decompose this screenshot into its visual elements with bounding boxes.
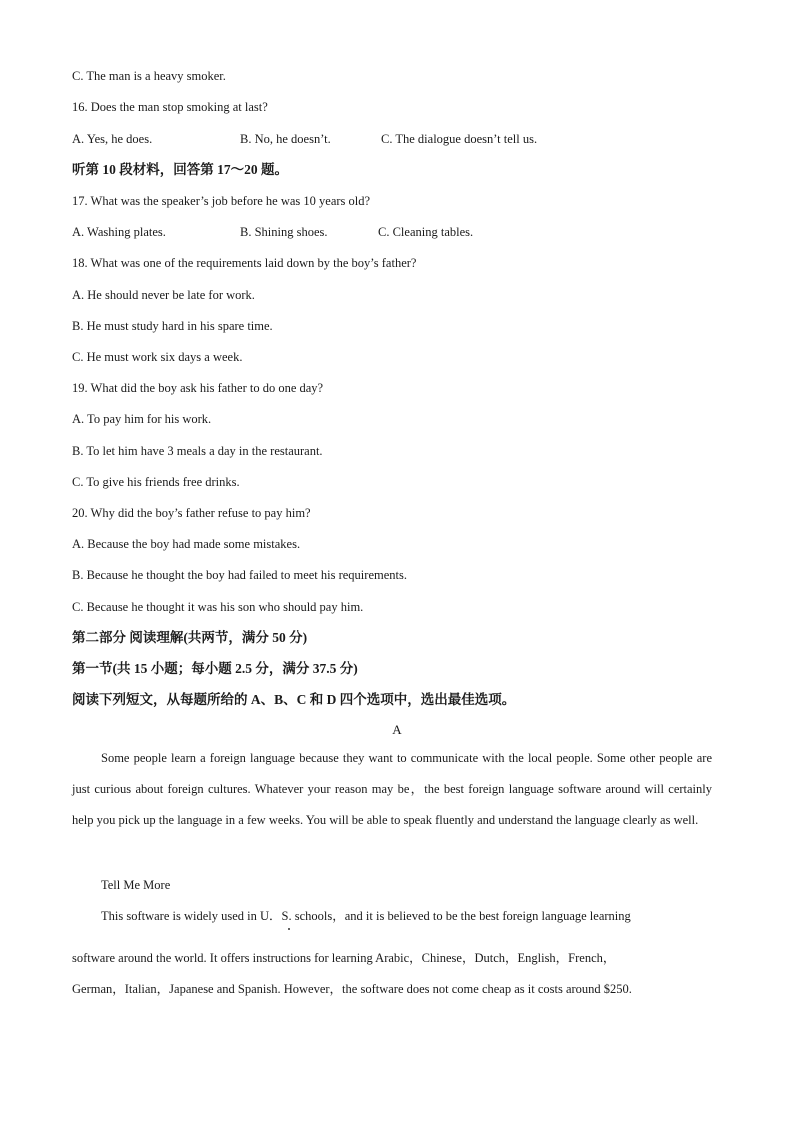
question-16: 16. Does the man stop smoking at last? [72,100,268,114]
q17-option-c: C. Cleaning tables. [378,225,474,239]
passage-paragraph-2-line-3: German，Italian，Japanese and Spanish. However，the software does not come cheap as it costs around $250. [72,982,632,996]
q18-option-b: B. He must study hard in his spare time. [72,319,273,333]
q16-option-a: A. Yes, he does. [72,132,153,146]
q20-option-b: B. Because he thought the boy had failed to meet his requirements. [72,568,407,582]
q16-option-b: B. No, he doesn’t. [240,132,331,146]
question-20: 20. Why did the boy’s father refuse to pay him? [72,506,311,520]
passage-paragraph-2-line-1: This software is widely used in U．S. schools，and it is believed to be the best foreign language learning [101,909,631,923]
q20-option-c: C. Because he thought it was his son who should pay him. [72,600,364,614]
question-17: 17. What was the speaker’s job before he was 10 years old? [72,194,371,208]
passage-paragraph-2-line-2: software around the world. It offers instructions for learning Arabic，Chinese，Dutch，English，French， [72,951,616,965]
q19-option-a: A. To pay him for his work. [72,412,212,426]
q15-option-c: C. The man is a heavy smoker. [72,69,226,83]
section-heading-10: 听第 10 段材料，回答第 17～20 题。 [72,162,288,177]
mark-dot [288,928,290,930]
section-one-heading: 第一节(共 15 小题；每小题 2.5 分，满分 37.5 分) [72,661,358,676]
passage-paragraph-1: Some people learn a foreign language because they want to communicate with the local people. Some other people are just curious about foreign cultures. Whatever your reason may be，the best foreign language software around will certainly help you pick up the language in a few weeks. You will be able to speak fluently and understand the language clearly as well. [72,751,712,827]
q19-option-c: C. To give his friends free drinks. [72,475,240,489]
q18-option-c: C. He must work six days a week. [72,350,243,364]
question-18: 18. What was one of the requirements laid down by the boy’s father? [72,256,417,270]
instructions: 阅读下列短文，从每题所给的 A、B、C 和 D 四个选项中，选出最佳选项。 [72,692,516,707]
q20-option-a: A. Because the boy had made some mistakes. [72,537,301,551]
question-19: 19. What did the boy ask his father to do one day? [72,381,324,395]
q19-option-b: B. To let him have 3 meals a day in the restaurant. [72,444,323,458]
q17-option-a: A. Washing plates. [72,225,166,239]
part-two-heading: 第二部分 阅读理解(共两节，满分 50 分) [72,630,308,645]
q17-option-b: B. Shining shoes. [240,225,328,239]
passage-label: A [392,722,402,737]
q16-option-c: C. The dialogue doesn’t tell us. [381,132,538,146]
product-heading: Tell Me More [101,878,171,892]
q18-option-a: A. He should never be late for work. [72,288,255,302]
